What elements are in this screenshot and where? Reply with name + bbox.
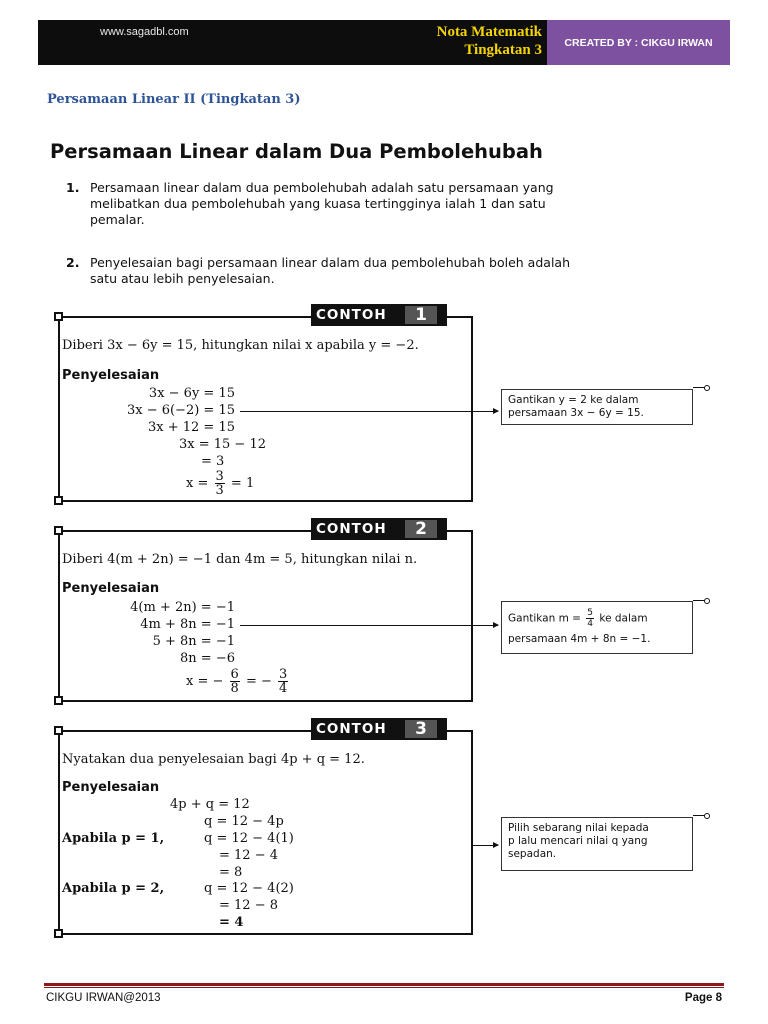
frame-line [58, 730, 60, 935]
equation-step: 5 + 8n = −1 [152, 634, 235, 649]
equation-lhs: x = [186, 476, 209, 491]
example-3-note [501, 817, 693, 871]
fraction [278, 668, 288, 695]
site-url: www.sagadbl.com [100, 26, 189, 38]
equation-step: 8n = −6 [180, 651, 235, 666]
footer-author: CIKGU IRWAN@2013 [46, 992, 161, 1004]
frame-line [62, 530, 312, 532]
note-line: persamaan 3x − 6y = 15. [508, 407, 644, 419]
arrow-line [473, 845, 498, 846]
header-banner [38, 20, 730, 65]
example-2-note [501, 601, 693, 654]
intro-point-2 [66, 255, 716, 287]
banner-title [437, 23, 542, 59]
equation-step: = 3 [201, 454, 225, 469]
fraction-numerator: 5 [587, 608, 594, 618]
solution-heading: Penyelesaian [62, 581, 160, 596]
example-2-question: Diberi 4(m + 2n) = −1 dan 4m = 5, hitungkan nilai n. [62, 552, 418, 567]
fraction-numerator: 6 [230, 667, 239, 682]
note-corner-tick [693, 815, 706, 816]
note-corner-tick [693, 600, 706, 601]
fraction-numerator: 3 [279, 667, 288, 682]
equation-step: = 4 [219, 915, 244, 930]
note-line: Gantikan y = 2 ke dalam [508, 394, 639, 406]
frame-corner [54, 496, 63, 505]
credit-text: CREATED BY : CIKGU IRWAN [564, 36, 713, 49]
equation-step: 3x + 12 = 15 [147, 420, 235, 435]
arrow-line [240, 411, 498, 412]
equation-lhs: x = − [186, 674, 224, 689]
frame-line [62, 730, 312, 732]
equation-fraction-step [186, 668, 290, 695]
equation-step: = 8 [219, 865, 243, 880]
frame-line [471, 730, 473, 935]
frame-line [62, 933, 473, 935]
fraction [586, 608, 594, 629]
note-corner-tick [693, 387, 706, 388]
frame-line [471, 316, 473, 502]
equation-step: q = 12 − 4(2) [204, 881, 294, 896]
point-text-line: Penyelesaian bagi persamaan linear dalam dua pembolehubah boleh adalah [90, 255, 570, 270]
example-3-question: Nyatakan dua penyelesaian bagi 4p + q = 12. [62, 752, 365, 767]
note-line: persamaan 4m + 8n = −1. [508, 633, 651, 645]
page-number: Page 8 [684, 992, 722, 1004]
note-line-with-fraction [508, 608, 686, 629]
frame-line [62, 700, 473, 702]
case-label: Apabila p = 2, [62, 881, 165, 896]
frame-line [58, 316, 60, 502]
equation-step: 4m + 8n = −1 [140, 617, 235, 632]
frame-line [62, 500, 473, 502]
equation-step: = 12 − 4 [219, 848, 278, 863]
point-number: 1. [66, 180, 80, 195]
point-text-line: satu atau lebih penyelesaian. [90, 271, 275, 286]
credit-panel [547, 20, 730, 65]
equation-step: 4(m + 2n) = −1 [130, 600, 235, 615]
case-label: Apabila p = 1, [62, 831, 165, 846]
document-subtitle: Persamaan Linear II (Tingkatan 3) [47, 92, 301, 107]
footer-rule [44, 983, 724, 986]
note-line: sepadan. [508, 848, 557, 860]
frame-corner [54, 726, 63, 735]
fraction-denominator: 3 [215, 483, 224, 498]
fraction [215, 470, 225, 497]
arrow-line [240, 625, 498, 626]
contoh-label: CONTOH [316, 307, 387, 323]
banner-title-line2: Tingkatan 3 [464, 42, 542, 58]
equation-step: 3x = 15 − 12 [179, 437, 267, 452]
footer-rule [44, 987, 724, 988]
solution-heading: Penyelesaian [62, 368, 160, 383]
note-text: Gantikan m = [508, 612, 581, 625]
contoh-label: CONTOH [316, 521, 387, 537]
example-1-question: Diberi 3x − 6y = 15, hitungkan nilai x apabila y = −2. [62, 338, 419, 353]
equation-step: q = 12 − 4p [204, 814, 284, 829]
contoh-number: 1 [405, 306, 437, 324]
banner-title-line1: Nota Matematik [436, 24, 542, 40]
frame-line [446, 530, 473, 532]
equation-step: q = 12 − 4(1) [204, 831, 294, 846]
frame-corner [54, 312, 63, 321]
contoh-number: 2 [405, 520, 437, 538]
fraction-denominator: 4 [279, 681, 288, 696]
equation-step: 3x − 6y = 15 [148, 386, 235, 401]
equation-result: = 1 [230, 476, 255, 491]
point-text-line: pemalar. [90, 212, 145, 227]
frame-corner [54, 929, 63, 938]
frame-line [58, 530, 60, 702]
example-1-note [501, 389, 693, 425]
contoh-label: CONTOH [316, 721, 387, 737]
frame-corner [54, 526, 63, 535]
note-text: ke dalam [599, 612, 648, 625]
section-title: Persamaan Linear dalam Dua Pembolehubah [50, 140, 543, 163]
fraction-denominator: 8 [230, 681, 239, 696]
fraction-denominator: 4 [587, 619, 594, 629]
point-number: 2. [66, 255, 80, 270]
equation-step: 3x − 6(−2) = 15 [126, 403, 235, 418]
frame-line [446, 316, 473, 318]
equation-mid: = − [245, 674, 272, 689]
note-line: Pilih sebarang nilai kepada [508, 822, 649, 834]
equation-step: 4p + q = 12 [170, 797, 250, 812]
frame-line [446, 730, 473, 732]
point-text-line: Persamaan linear dalam dua pembolehubah adalah satu persamaan yang [90, 180, 554, 195]
fraction-numerator: 3 [215, 469, 224, 484]
point-text-line: melibatkan dua pembolehubah yang kuasa tertingginya ialah 1 dan satu [90, 196, 546, 211]
note-line: p lalu mencari nilai q yang [508, 835, 648, 847]
frame-line [62, 316, 312, 318]
contoh-3-badge [311, 718, 447, 740]
solution-heading: Penyelesaian [62, 780, 160, 795]
frame-corner [54, 696, 63, 705]
banner-dark-panel [38, 20, 547, 65]
contoh-1-badge [311, 304, 447, 326]
frame-line [471, 530, 473, 702]
contoh-2-badge [311, 518, 447, 540]
equation-step: = 12 − 8 [219, 898, 278, 913]
contoh-number: 3 [405, 720, 437, 738]
fraction [230, 668, 240, 695]
intro-point-1 [66, 180, 716, 228]
equation-fraction-step [186, 470, 254, 497]
